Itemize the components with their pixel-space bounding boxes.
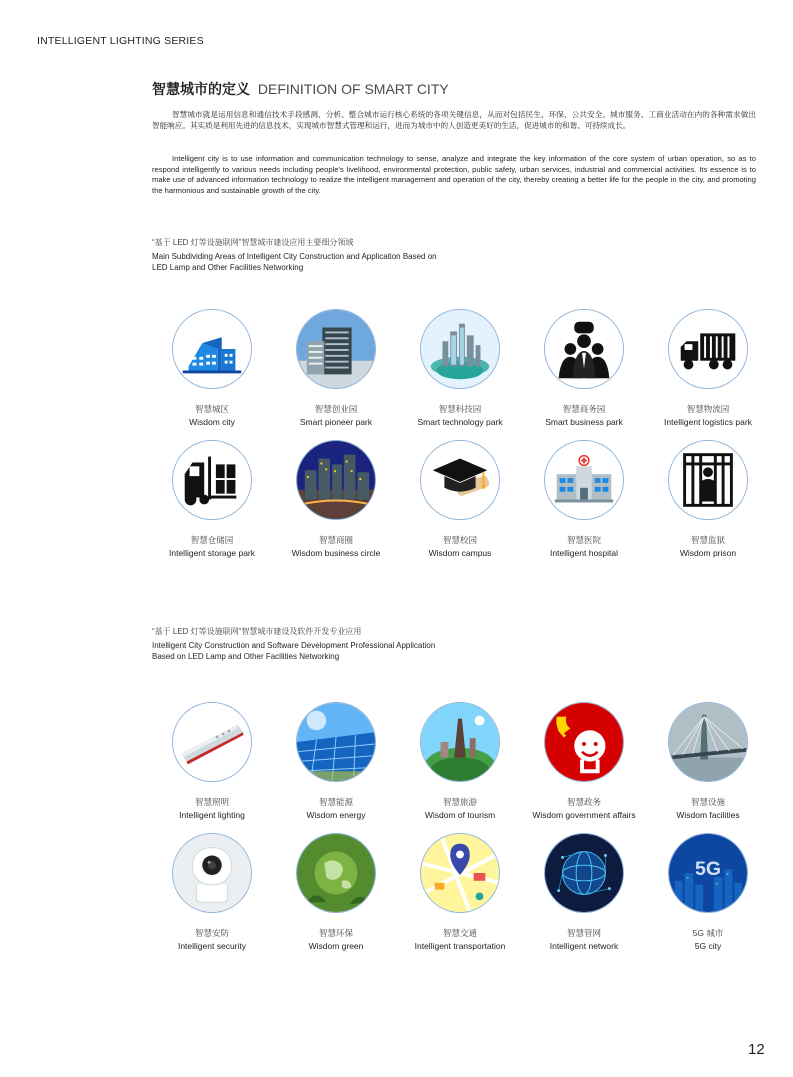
title-cn: 智慧城市的定义 (152, 81, 250, 97)
application-item (646, 833, 770, 952)
business-people-icon (544, 309, 624, 389)
application-label-cn: 智慧照明 (194, 797, 229, 807)
application-label-en: Wisdom facilities (676, 810, 740, 820)
hospital-icon (544, 440, 624, 520)
application-item (398, 833, 522, 952)
street-lamp-icon (172, 702, 252, 782)
area-label-en: Wisdom business circle (291, 548, 381, 558)
area-item (274, 440, 398, 559)
section2-heading-cn: “基于 LED 灯等设施联网”智慧城市建设及软件开发专业应用 (152, 627, 362, 636)
area-item (646, 440, 770, 559)
area-label-en: Intelligent logistics park (664, 417, 752, 427)
area-label-cn: 智慧城区 (194, 404, 229, 414)
series-header: INTELLIGENT LIGHTING SERIES (37, 35, 204, 47)
forklift-icon (172, 440, 252, 520)
area-label-cn: 智慧仓储园 (190, 535, 234, 545)
area-label-en: Wisdom campus (428, 548, 492, 558)
section2-heading (152, 626, 442, 662)
area-label-cn: 智慧校园 (442, 535, 477, 545)
bridge-icon (668, 702, 748, 782)
area-label-cn: 智慧医院 (566, 535, 601, 545)
application-label-en: Wisdom government affairs (532, 810, 636, 820)
city-buildings-icon (172, 309, 252, 389)
travel-globe-icon (420, 702, 500, 782)
area-label-en: Intelligent hospital (549, 548, 619, 558)
solar-panel-icon (296, 702, 376, 782)
office-tower-icon (296, 309, 376, 389)
application-label-en: Wisdom green (308, 941, 364, 951)
area-label-en: Wisdom city (189, 417, 235, 427)
area-label-en: Smart pioneer park (299, 417, 373, 427)
section1-grid (150, 309, 770, 571)
area-item (398, 440, 522, 559)
area-label-cn: 智慧监狱 (690, 535, 725, 545)
truck-icon (668, 309, 748, 389)
application-item (522, 833, 646, 952)
area-item (274, 309, 398, 428)
application-item (274, 833, 398, 952)
application-item (646, 702, 770, 821)
application-label-en: Intelligent network (549, 941, 619, 951)
area-label-cn: 智慧商圈 (318, 535, 353, 545)
section1-heading-cn: “基于 LED 灯等设施联网”智慧城市建设应用主要细分领域 (152, 238, 354, 247)
application-item (398, 702, 522, 821)
tech-city-globe-icon (420, 309, 500, 389)
application-item (274, 702, 398, 821)
application-label-cn: 5G 城市 (692, 928, 724, 938)
map-pin-icon (420, 833, 500, 913)
application-label-cn: 智慧政务 (566, 797, 601, 807)
section1-heading (152, 237, 442, 273)
application-label-cn: 智慧交通 (442, 928, 477, 938)
graduation-cap-icon (420, 440, 500, 520)
area-label-en: Smart business park (545, 417, 623, 427)
page-number: 12 (748, 1041, 765, 1058)
application-label-cn: 智慧管网 (566, 928, 601, 938)
area-label-cn: 智慧物流园 (686, 404, 730, 414)
application-label-en: Intelligent lighting (179, 810, 245, 820)
application-label-en: Intelligent transportation (414, 941, 506, 951)
area-label-en: Wisdom prison (679, 548, 737, 558)
application-label-cn: 智慧设施 (690, 797, 725, 807)
section1-heading-en: Main Subdividing Areas of Intelligent City Construction and Application Based on LED Lamp and Other Facilities Networking (152, 252, 437, 272)
government-emblem-icon (544, 702, 624, 782)
area-item (522, 440, 646, 559)
application-item (522, 702, 646, 821)
application-label-en: Wisdom energy (306, 810, 366, 820)
area-label-cn: 智慧科技园 (438, 404, 482, 414)
area-item (150, 309, 274, 428)
application-label-en: Intelligent security (177, 941, 247, 951)
security-camera-icon (172, 833, 252, 913)
application-item (150, 702, 274, 821)
application-label-en: 5G city (694, 941, 722, 951)
network-globe-icon (544, 833, 624, 913)
title-en: DEFINITION OF SMART CITY (257, 81, 449, 97)
5g-city-icon (668, 833, 748, 913)
intro-paragraph-cn: 智慧城市就是运用信息和通信技术手段感测、分析、整合城市运行核心系统的各项关键信息，从而对包括民生、环保、公共安全、城市服务、工商业活动在内的各种需求做出智能响应。其实质是利用先进的信息技术，实现城市智慧式管理和运行，进而为城市中的人创造更美好的生活，促进城市的和谐、可持续成长。 (152, 110, 756, 130)
page-title (152, 79, 449, 99)
application-item (150, 833, 274, 952)
area-item (522, 309, 646, 428)
intro-paragraph-en: Intelligent city is to use information and communication technology to sense, analyze and integrate the key information of the core system of urban operation, so as to respond intelligently to various needs including people's livelihood, environmental protection, public safety, urban services, industrial and commercial activities. Its essence is to make use of advanced information technology to realize the intelligent management and operation of the city, thereby creating a better life for the people in the city, and promoting the harmonious and sustainable growth of the city. (152, 154, 756, 195)
area-item (646, 309, 770, 428)
section2-heading-en: Intelligent City Construction and Software Development Professional Application Based on LED Lamp and Other Facilities Networking (152, 641, 436, 661)
area-label-cn: 智慧商务园 (562, 404, 606, 414)
green-earth-icon (296, 833, 376, 913)
area-label-en: Smart technology park (417, 417, 503, 427)
area-item (398, 309, 522, 428)
application-label-en: Wisdom of tourism (424, 810, 496, 820)
city-night-icon (296, 440, 376, 520)
application-label-cn: 智慧环保 (318, 928, 353, 938)
application-label-cn: 智慧旅游 (442, 797, 477, 807)
application-label-cn: 智慧安防 (194, 928, 229, 938)
area-label-en: Intelligent storage park (169, 548, 255, 558)
application-label-cn: 智慧能源 (318, 797, 353, 807)
area-label-cn: 智慧创业园 (314, 404, 358, 414)
prison-icon (668, 440, 748, 520)
5g-text: 5G (694, 857, 722, 880)
area-item (150, 440, 274, 559)
section2-grid (150, 702, 770, 964)
